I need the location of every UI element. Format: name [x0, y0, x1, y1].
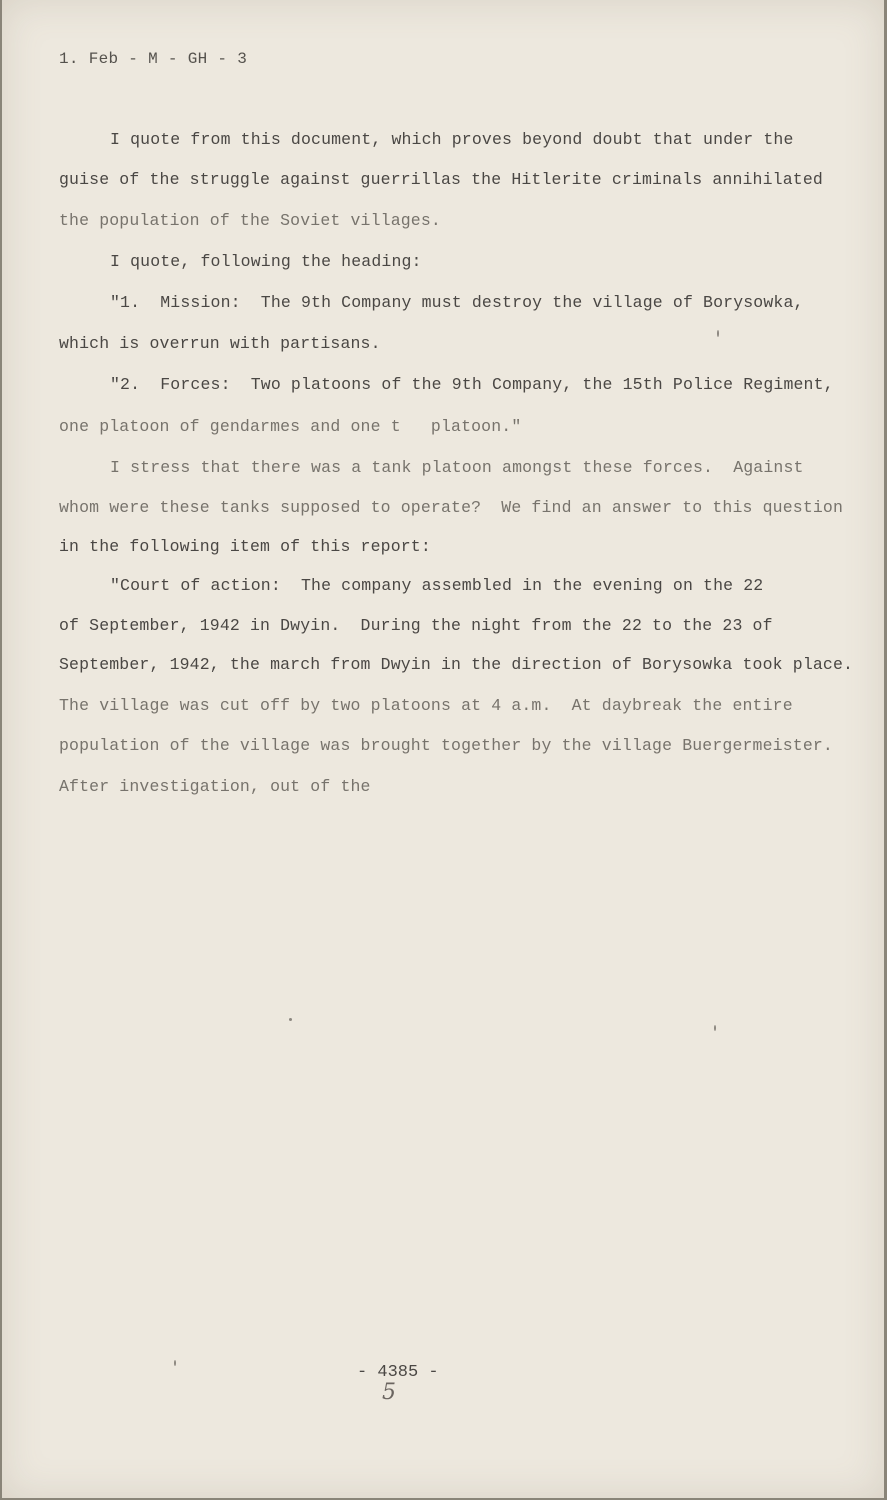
text-line: population of the village was brought together by the village Buergermeister.	[59, 736, 833, 755]
document-header: 1. Feb - M - GH - 3	[59, 50, 248, 68]
text-line: "Court of action: The company assembled in the evening on the 22	[110, 576, 764, 595]
text-line: "1. Mission: The 9th Company must destroy the village of Borysowka,	[110, 293, 804, 312]
text-line: the population of the Soviet villages.	[59, 211, 441, 230]
text-line: guise of the struggle against guerrillas the Hitlerite criminals annihilated	[59, 170, 823, 189]
text-line: of September, 1942 in Dwyin. During the night from the 22 to the 23 of	[59, 616, 773, 635]
text-line: which is overrun with partisans.	[59, 334, 381, 353]
text-line: I stress that there was a tank platoon amongst these forces. Against	[110, 458, 804, 477]
paper-speck	[174, 1360, 176, 1366]
text-line: one platoon of gendarmes and one t platoon."	[59, 417, 522, 436]
paper-speck	[714, 1025, 716, 1031]
text-line: September, 1942, the march from Dwyin in the direction of Borysowka took place.	[59, 655, 854, 674]
handwritten-page-number: 5	[382, 1380, 396, 1405]
paper-speck	[717, 330, 719, 337]
page-number: - 4385 -	[357, 1363, 439, 1382]
text-line: After investigation, out of the	[59, 777, 371, 796]
text-line: whom were these tanks supposed to operate? We find an answer to this question	[59, 498, 844, 517]
text-line: I quote, following the heading:	[110, 252, 422, 271]
text-line: in the following item of this report:	[59, 537, 431, 556]
text-line: "2. Forces: Two platoons of the 9th Company, the 15th Police Regiment,	[110, 375, 834, 394]
paper-speck	[289, 1018, 292, 1021]
text-line: I quote from this document, which proves beyond doubt that under the	[110, 130, 794, 149]
document-page	[2, 0, 884, 1498]
text-line: The village was cut off by two platoons at 4 a.m. At daybreak the entire	[59, 696, 793, 715]
